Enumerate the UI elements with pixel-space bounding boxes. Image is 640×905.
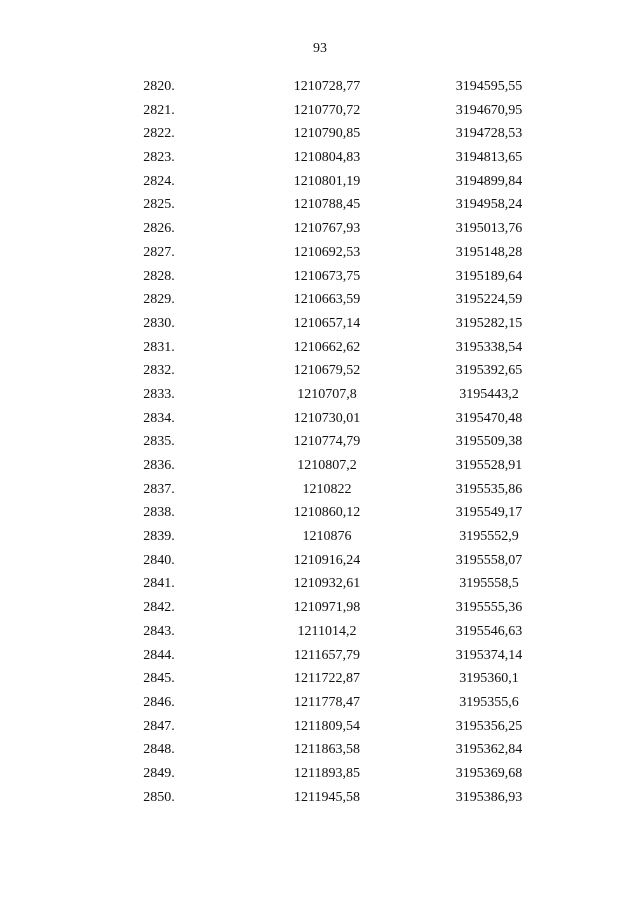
- table-row: [0, 741, 640, 765]
- table-row: [0, 599, 640, 623]
- point-number-cell: 2820.: [143, 79, 175, 94]
- table-row: [0, 386, 640, 410]
- x-coordinate-cell: 1210822: [302, 481, 352, 497]
- x-coordinate-cell: 1210657,14: [293, 315, 361, 331]
- table-row: [0, 149, 640, 173]
- table-row: [0, 315, 640, 339]
- point-number-cell: 2849.: [143, 765, 175, 781]
- x-coordinate-cell: 1210876: [302, 529, 352, 545]
- y-coordinate-cell: 3194958,24: [455, 197, 523, 213]
- y-coordinate-cell: 3195355,6: [459, 694, 519, 710]
- y-coordinate-cell: 3195189,64: [455, 268, 523, 284]
- table-row: [0, 268, 640, 292]
- y-coordinate-cell: 3195356,25: [455, 718, 523, 734]
- y-coordinate-cell: 3195509,38: [455, 434, 523, 450]
- point-number-cell: 2821.: [143, 102, 175, 118]
- x-coordinate-cell: 1210770,72: [293, 102, 361, 118]
- table-row: [0, 481, 640, 505]
- table-row: [0, 694, 640, 718]
- point-number-cell: 2828.: [143, 268, 175, 284]
- coordinate-table: [0, 78, 640, 812]
- y-coordinate-cell: 3195369,68: [455, 765, 523, 781]
- table-row: [0, 457, 640, 481]
- table-row: [0, 528, 640, 552]
- x-coordinate-cell: 1210971,98: [293, 600, 361, 616]
- table-row: [0, 789, 640, 813]
- table-row: [0, 173, 640, 197]
- x-coordinate-cell: 1211809,54: [294, 718, 360, 734]
- x-coordinate-cell: 1210679,52: [293, 363, 361, 379]
- table-row: [0, 433, 640, 457]
- y-coordinate-cell: 3195148,28: [455, 244, 523, 260]
- y-coordinate-cell: 3194899,84: [455, 173, 523, 189]
- table-row: [0, 244, 640, 268]
- y-coordinate-cell: 3195386,93: [455, 789, 523, 805]
- point-number-cell: 2834.: [143, 410, 175, 426]
- table-row: [0, 623, 640, 647]
- x-coordinate-cell: 1211657,79: [294, 647, 360, 663]
- x-coordinate-cell: 1210767,93: [293, 221, 361, 237]
- table-row: [0, 125, 640, 149]
- point-number-cell: 2831.: [143, 339, 175, 355]
- x-coordinate-cell: 1210692,53: [293, 244, 361, 260]
- x-coordinate-cell: 1210788,45: [293, 197, 361, 213]
- x-coordinate-cell: 1210932,61: [293, 576, 361, 592]
- table-row: [0, 504, 640, 528]
- table-row: [0, 220, 640, 244]
- point-number-cell: 2836.: [143, 458, 175, 473]
- table-row: [0, 78, 640, 102]
- point-number-cell: 2838.: [143, 505, 175, 521]
- point-number-cell: 2843.: [143, 623, 175, 639]
- y-coordinate-cell: 3194728,53: [455, 126, 523, 142]
- point-number-cell: 2844.: [143, 647, 175, 663]
- y-coordinate-cell: 3195528,91: [455, 458, 523, 473]
- x-coordinate-cell: 1210663,59: [293, 292, 361, 308]
- y-coordinate-cell: 3195535,86: [455, 481, 523, 497]
- point-number-cell: 2848.: [143, 742, 175, 758]
- table-row: [0, 552, 640, 576]
- point-number-cell: 2846.: [143, 694, 175, 710]
- x-coordinate-cell: 1210804,83: [293, 150, 361, 166]
- table-row: [0, 362, 640, 386]
- x-coordinate-cell: 1211945,58: [294, 789, 360, 805]
- x-coordinate-cell: 1210774,79: [293, 434, 361, 450]
- x-coordinate-cell: 1211778,47: [294, 694, 360, 710]
- table-row: [0, 291, 640, 315]
- point-number-cell: 2827.: [143, 244, 175, 260]
- x-coordinate-cell: 1211014,2: [297, 623, 357, 639]
- x-coordinate-cell: 1210728,77: [293, 79, 361, 94]
- point-number-cell: 2841.: [143, 576, 175, 592]
- y-coordinate-cell: 3195392,65: [455, 363, 523, 379]
- point-number-cell: 2845.: [143, 671, 175, 687]
- x-coordinate-cell: 1210673,75: [293, 268, 361, 284]
- table-row: [0, 410, 640, 434]
- point-number-cell: 2829.: [143, 292, 175, 308]
- y-coordinate-cell: 3194670,95: [455, 102, 523, 118]
- point-number-cell: 2839.: [143, 529, 175, 545]
- point-number-cell: 2825.: [143, 197, 175, 213]
- table-row: [0, 339, 640, 363]
- y-coordinate-cell: 3195013,76: [455, 221, 523, 237]
- point-number-cell: 2824.: [143, 173, 175, 189]
- point-number-cell: 2822.: [143, 126, 175, 142]
- y-coordinate-cell: 3195282,15: [455, 315, 523, 331]
- x-coordinate-cell: 1211722,87: [294, 671, 360, 687]
- y-coordinate-cell: 3195374,14: [455, 647, 523, 663]
- point-number-cell: 2842.: [143, 600, 175, 616]
- page-number: 93: [313, 41, 327, 56]
- y-coordinate-cell: 3195552,9: [459, 529, 519, 545]
- point-number-cell: 2837.: [143, 481, 175, 497]
- y-coordinate-cell: 3195549,17: [455, 505, 523, 521]
- y-coordinate-cell: 3195546,63: [455, 623, 523, 639]
- point-number-cell: 2835.: [143, 434, 175, 450]
- y-coordinate-cell: 3194813,65: [455, 150, 523, 166]
- x-coordinate-cell: 1210916,24: [293, 552, 361, 568]
- table-row: [0, 647, 640, 671]
- x-coordinate-cell: 1210662,62: [293, 339, 361, 355]
- point-number-cell: 2832.: [143, 363, 175, 379]
- y-coordinate-cell: 3195338,54: [455, 339, 523, 355]
- x-coordinate-cell: 1211863,58: [294, 742, 360, 758]
- y-coordinate-cell: 3194595,55: [455, 79, 523, 94]
- y-coordinate-cell: 3195362,84: [455, 742, 523, 758]
- table-row: [0, 765, 640, 789]
- point-number-cell: 2850.: [143, 789, 175, 805]
- x-coordinate-cell: 1210801,19: [293, 173, 361, 189]
- x-coordinate-cell: 1211893,85: [294, 765, 360, 781]
- y-coordinate-cell: 3195360,1: [459, 671, 519, 687]
- point-number-cell: 2826.: [143, 221, 175, 237]
- y-coordinate-cell: 3195443,2: [459, 386, 519, 402]
- table-row: [0, 196, 640, 220]
- y-coordinate-cell: 3195470,48: [455, 410, 523, 426]
- x-coordinate-cell: 1210807,2: [297, 458, 357, 473]
- table-row: [0, 670, 640, 694]
- x-coordinate-cell: 1210707,8: [297, 386, 357, 402]
- x-coordinate-cell: 1210860,12: [293, 505, 361, 521]
- y-coordinate-cell: 3195224,59: [455, 292, 523, 308]
- point-number-cell: 2833.: [143, 386, 175, 402]
- point-number-cell: 2840.: [143, 552, 175, 568]
- table-row: [0, 718, 640, 742]
- point-number-cell: 2847.: [143, 718, 175, 734]
- point-number-cell: 2830.: [143, 315, 175, 331]
- y-coordinate-cell: 3195558,07: [455, 552, 523, 568]
- table-row: [0, 575, 640, 599]
- x-coordinate-cell: 1210730,01: [293, 410, 361, 426]
- y-coordinate-cell: 3195555,36: [455, 600, 523, 616]
- x-coordinate-cell: 1210790,85: [293, 126, 361, 142]
- table-row: [0, 102, 640, 126]
- point-number-cell: 2823.: [143, 150, 175, 166]
- y-coordinate-cell: 3195558,5: [459, 576, 519, 592]
